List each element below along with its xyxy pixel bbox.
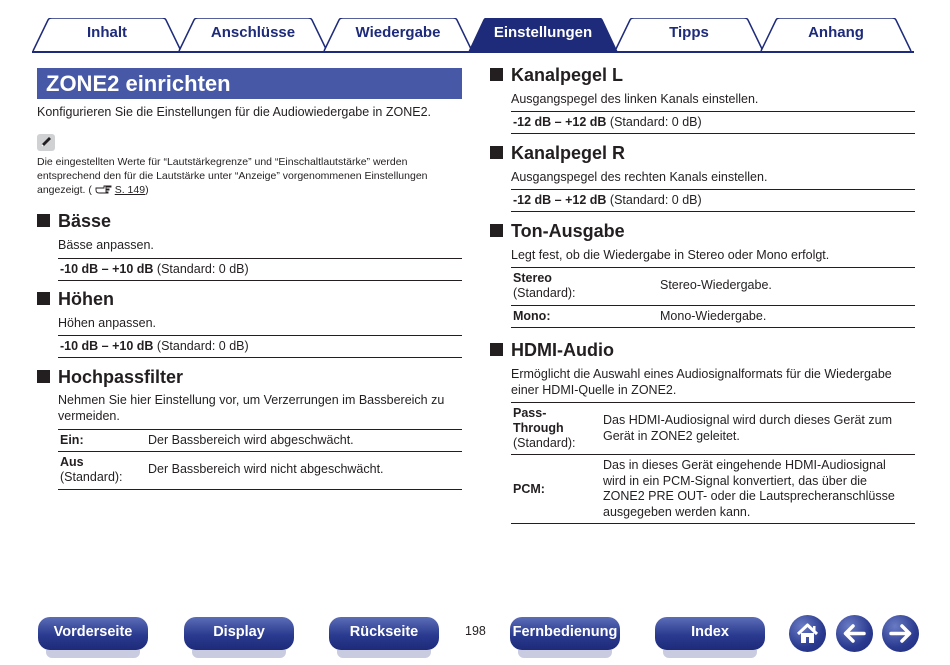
section-heading-hoehen xyxy=(37,289,114,310)
note-line-3 xyxy=(37,183,149,197)
button-label: Display xyxy=(213,624,265,640)
table-row xyxy=(511,268,915,306)
page-number: 198 xyxy=(465,624,486,638)
pencil-icon xyxy=(39,136,53,149)
option-key: Through xyxy=(513,421,564,435)
tab-anschluesse[interactable] xyxy=(178,18,328,52)
page-title-box xyxy=(37,68,462,99)
nav-button-rueckseite[interactable] xyxy=(329,617,439,653)
tab-label: Wiedergabe xyxy=(355,24,441,41)
heading-text: Hochpassfilter xyxy=(58,367,184,387)
option-value: Stereo-Wiedergabe. xyxy=(660,278,772,292)
heading-text: Bässe xyxy=(58,211,112,231)
home-icon xyxy=(789,615,826,652)
button-shadow xyxy=(46,650,140,658)
kanal-l-range xyxy=(511,111,915,134)
range-default: (Standard: 0 dB) xyxy=(606,193,702,207)
nav-button-fernbedienung[interactable] xyxy=(510,617,620,653)
tab-anhang[interactable] xyxy=(760,18,912,52)
note-box xyxy=(37,134,55,151)
tab-wiedergabe[interactable] xyxy=(323,18,473,52)
section-heading-hochpass xyxy=(37,367,183,388)
section-heading-kanal-r xyxy=(490,143,625,164)
button-shadow xyxy=(518,650,612,658)
option-value-line-2: wird in ein PCM-Signal konvertiert, das über die xyxy=(603,473,868,488)
heading-text: Höhen xyxy=(58,289,114,309)
option-key: Mono: xyxy=(513,309,551,323)
table-row xyxy=(58,430,462,452)
range-default: (Standard: 0 dB) xyxy=(153,339,249,353)
table-row xyxy=(511,403,915,455)
range-default: (Standard: 0 dB) xyxy=(153,262,249,276)
option-key-sub: (Standard): xyxy=(513,436,576,450)
bullet-square xyxy=(37,214,50,227)
arrow-right-icon xyxy=(882,615,919,652)
option-value-line-1: Das HDMI-Audiosignal wird durch dieses Gerät zum xyxy=(603,413,892,427)
forward-button[interactable] xyxy=(882,615,919,652)
note-line-1: Die eingestellten Werte für “Lautstärkegrenze” und “Einschaltlautstärke” werden xyxy=(37,156,408,168)
nav-button-index[interactable] xyxy=(655,617,765,653)
option-value-line-2: Gerät in ZONE2 geleitet. xyxy=(603,429,740,443)
button-label: Rückseite xyxy=(349,624,419,640)
button-shadow xyxy=(663,650,757,658)
button-label: Index xyxy=(691,624,729,640)
ton-options-table xyxy=(511,267,915,328)
ton-desc: Legt fest, ob die Wiedergabe in Stereo oder Mono erfolgt. xyxy=(511,248,830,262)
table-row xyxy=(511,455,915,524)
option-key: PCM: xyxy=(513,482,545,496)
hdmi-desc-1: Ermöglicht die Auswahl eines Audiosignalformats für die Wiedergabe xyxy=(511,367,892,381)
baesse-desc: Bässe anpassen. xyxy=(58,238,154,252)
range-value: -10 dB – +10 dB xyxy=(60,262,154,276)
button-label: Vorderseite xyxy=(53,624,133,640)
note-line-2: entsprechend den für die Lautstärke unter “Anzeige” vorgenommenen Einstellungen xyxy=(37,170,428,182)
bullet-square xyxy=(490,224,503,237)
option-value: Mono-Wiedergabe. xyxy=(660,309,767,323)
section-heading-hdmi-audio xyxy=(490,340,614,361)
option-key: Aus xyxy=(60,455,84,469)
tab-tipps[interactable] xyxy=(614,18,764,52)
section-heading-kanal-l xyxy=(490,65,623,86)
button-shadow xyxy=(192,650,286,658)
option-key-sub: (Standard): xyxy=(60,470,123,484)
bullet-square xyxy=(37,292,50,305)
tab-bar xyxy=(0,0,950,56)
hochpass-options-table xyxy=(58,429,462,490)
range-value: -12 dB – +12 dB xyxy=(513,115,607,129)
tab-label: Tipps xyxy=(669,24,709,41)
tab-label: Anschlüsse xyxy=(210,24,296,41)
arrow-left-icon xyxy=(836,615,873,652)
button-label: Fernbedienung xyxy=(512,624,618,640)
section-heading-baesse xyxy=(37,211,111,232)
page-title: ZONE2 einrichten xyxy=(46,71,231,96)
baesse-range xyxy=(58,258,462,281)
kanal-r-range xyxy=(511,189,915,212)
heading-text: Kanalpegel L xyxy=(511,65,624,85)
bullet-square xyxy=(490,343,503,356)
range-default: (Standard: 0 dB) xyxy=(606,115,702,129)
bullet-square xyxy=(37,370,50,383)
option-value: Der Bassbereich wird abgeschwächt. xyxy=(148,433,354,447)
option-key-sub: (Standard): xyxy=(513,286,576,300)
intro-text: Konfigurieren Sie die Einstellungen für die Audiowiedergabe in ZONE2. xyxy=(37,105,431,119)
back-button[interactable] xyxy=(836,615,873,652)
heading-text: HDMI-Audio xyxy=(511,340,614,360)
option-value-line-1: Das in dieses Gerät eingehende HDMI-Audiosignal xyxy=(603,458,886,472)
option-value-line-3: ZONE2 PRE OUT- oder die Lautsprecheranschlüsse xyxy=(603,489,895,503)
hochpass-desc-1: Nehmen Sie hier Einstellung vor, um Verzerrungen im Bassbereich zu xyxy=(58,393,445,407)
kanal-r-desc: Ausgangspegel des rechten Kanals einstellen. xyxy=(511,170,768,184)
option-key: Pass- xyxy=(513,406,547,420)
bullet-square xyxy=(490,68,503,81)
range-value: -10 dB – +10 dB xyxy=(60,339,154,353)
tab-einstellungen[interactable] xyxy=(468,18,618,52)
heading-text: Ton-Ausgabe xyxy=(511,221,625,241)
pointing-hand-icon xyxy=(95,184,112,194)
option-value: Der Bassbereich wird nicht abgeschwächt. xyxy=(148,462,384,476)
tab-label: Anhang xyxy=(808,24,864,41)
tab-divider xyxy=(32,51,914,53)
option-key: Ein: xyxy=(60,433,84,447)
tab-label: Einstellungen xyxy=(493,24,593,41)
table-row xyxy=(511,306,915,328)
hdmi-desc-2: einer HDMI-Quelle in ZONE2. xyxy=(511,383,677,397)
option-key: Stereo xyxy=(513,271,552,285)
bullet-square xyxy=(490,146,503,159)
home-button[interactable] xyxy=(789,615,826,652)
heading-text: Kanalpegel R xyxy=(511,143,626,163)
kanal-l-desc: Ausgangspegel des linken Kanals einstellen. xyxy=(511,92,759,106)
note-line-3-prefix: angezeigt. ( xyxy=(37,184,92,196)
tab-label: Inhalt xyxy=(87,24,127,41)
button-shadow xyxy=(337,650,431,658)
hochpass-desc-2: vermeiden. xyxy=(58,409,120,423)
hdmi-options-table xyxy=(511,402,915,524)
hoehen-desc: Höhen anpassen. xyxy=(58,316,156,330)
hoehen-range xyxy=(58,335,462,358)
option-value-line-4: ausgegeben werden kann. xyxy=(603,504,751,519)
tab-inhalt[interactable] xyxy=(32,18,182,52)
note-line-3-suffix: ) xyxy=(145,184,149,196)
nav-button-display[interactable] xyxy=(184,617,294,653)
range-value: -12 dB – +12 dB xyxy=(513,193,607,207)
section-heading-ton-ausgabe xyxy=(490,221,625,242)
page-ref-link[interactable]: S. 149 xyxy=(114,184,146,196)
nav-button-vorderseite[interactable] xyxy=(38,617,148,653)
table-row xyxy=(58,452,462,490)
